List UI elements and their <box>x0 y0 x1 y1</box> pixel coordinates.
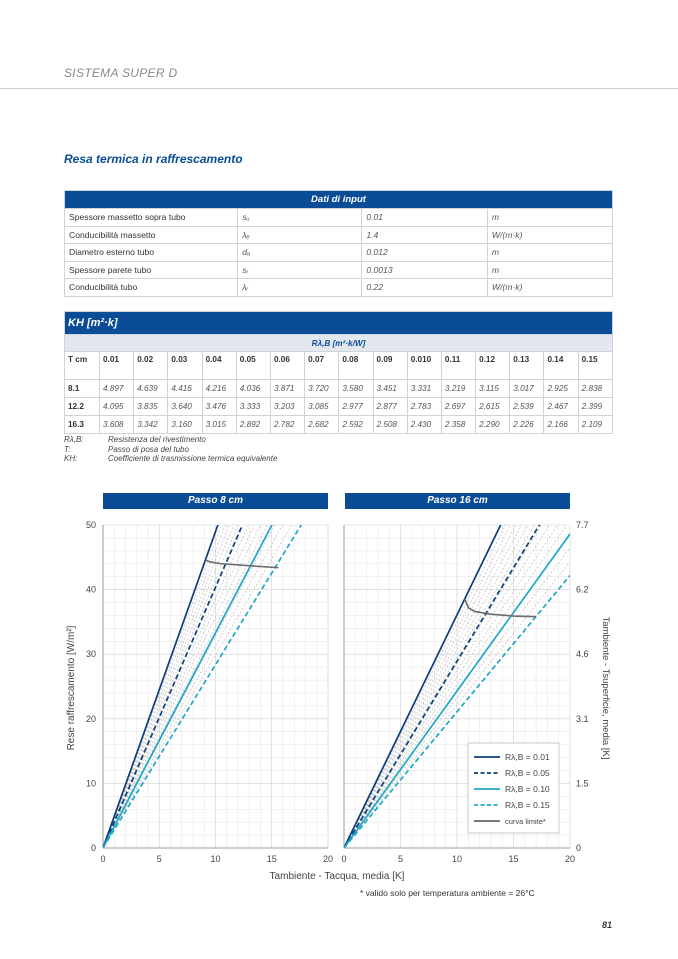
kh-cell: 3.085 <box>305 398 339 416</box>
kh-cell: 4.897 <box>100 380 134 398</box>
kh-table-title: KH [m²·k] <box>65 312 613 335</box>
kh-cell: 2.977 <box>339 398 373 416</box>
input-value: 1.4 <box>362 226 488 244</box>
kh-column-header: 0.14 <box>544 352 578 380</box>
x-tick-label: 5 <box>156 854 162 864</box>
x-tick-label: 0 <box>341 854 347 864</box>
kh-cell: 3.333 <box>236 398 270 416</box>
y2-tick-label: 7.7 <box>576 520 589 530</box>
kh-cell: 2.109 <box>578 416 612 434</box>
kh-cell: 3.608 <box>100 416 134 434</box>
kh-column-header: 0.03 <box>168 352 202 380</box>
kh-cell: 2.615 <box>476 398 510 416</box>
kh-cell: 2.539 <box>510 398 544 416</box>
input-unit: W/(m·k) <box>487 226 612 244</box>
kh-row-header: T cm <box>65 352 100 380</box>
kh-cell: 3.871 <box>270 380 304 398</box>
kh-table-subtitle: Rλ,B [m²·k/W] <box>65 335 613 352</box>
kh-cell: 4.095 <box>100 398 134 416</box>
legend-label: Rλ,B = 0.10 <box>505 784 550 794</box>
kh-cell: 2.682 <box>305 416 339 434</box>
panel-title-8cm: Passo 8 cm <box>103 493 328 509</box>
kh-cell: 3.580 <box>339 380 373 398</box>
kh-column-header: 0.010 <box>407 352 441 380</box>
kh-cell: 2.783 <box>407 398 441 416</box>
input-label: Conducibilità tubo <box>65 279 238 297</box>
kh-cell: 2.925 <box>544 380 578 398</box>
x-tick-label: 15 <box>266 854 277 864</box>
kh-cell: 4.416 <box>168 380 202 398</box>
input-unit: m <box>487 261 612 279</box>
x-tick-label: 10 <box>210 854 221 864</box>
legend-label: Rλ,B = 0.01 <box>505 752 550 762</box>
x-tick-label: 5 <box>397 854 404 864</box>
kh-cell: 2.430 <box>407 416 441 434</box>
x-tick-label: 15 <box>508 854 519 864</box>
input-label: Conducibilità massetto <box>65 226 238 244</box>
kh-cell: 2.782 <box>270 416 304 434</box>
kh-cell: 4.639 <box>134 380 168 398</box>
kh-cell: 2.290 <box>476 416 510 434</box>
kh-cell: 2.892 <box>236 416 270 434</box>
kh-column-header: 0.13 <box>510 352 544 380</box>
note-key: Rλ,B: <box>64 435 84 444</box>
note-text: Resistenza del rivestimento <box>108 435 206 444</box>
input-table-title: Dati di input <box>65 191 613 209</box>
legend-label: Rλ,B = 0.15 <box>505 800 550 810</box>
kh-column-header: 0.15 <box>578 352 612 380</box>
chart-footnote: * valido solo per temperatura ambiente = 26°C <box>360 888 535 898</box>
kh-cell: 2.838 <box>578 380 612 398</box>
input-value: 0.22 <box>362 279 488 297</box>
header-title: SISTEMA SUPER D <box>64 66 178 80</box>
kh-cell: 2.226 <box>510 416 544 434</box>
note-key: KH: <box>64 454 78 463</box>
kh-cell: 2.467 <box>544 398 578 416</box>
note-text: Passo di posa del tubo <box>108 444 189 454</box>
note-text: Coefficiente di trasmissione termica equivalente <box>108 454 278 463</box>
y-tick-label: 0 <box>90 843 96 853</box>
limit-curve <box>465 599 536 616</box>
kh-cell: 3.160 <box>168 416 202 434</box>
kh-cell: 2.358 <box>441 416 475 434</box>
input-unit: m <box>487 244 612 262</box>
input-value: 0.012 <box>362 244 488 262</box>
y2-tick-label: 1.5 <box>576 778 589 789</box>
y-tick-label: 40 <box>85 584 96 595</box>
y2-tick-label: 0 <box>576 843 582 853</box>
x-tick-label: 0 <box>100 854 106 864</box>
kh-row-t: 12.2 <box>65 398 100 416</box>
kh-cell: 3.115 <box>476 380 510 398</box>
kh-cell: 3.720 <box>305 380 339 398</box>
kh-cell: 2.166 <box>544 416 578 434</box>
section-title: Resa termica in raffrescamento <box>64 152 243 166</box>
y2-tick-label: 6.2 <box>576 584 589 595</box>
kh-cell: 3.640 <box>168 398 202 416</box>
kh-cell: 4.036 <box>236 380 270 398</box>
kh-cell: 2.399 <box>578 398 612 416</box>
y2-axis-label: Tambiente - Tsuperficie, media [K] <box>600 616 611 760</box>
kh-row-t: 8.1 <box>65 380 100 398</box>
kh-column-header: 0.11 <box>441 352 475 380</box>
input-label: Spessore parete tubo <box>65 261 238 279</box>
kh-cell: 2.877 <box>373 398 407 416</box>
legend-label: curva limite* <box>505 817 546 826</box>
kh-column-header: 0.12 <box>476 352 510 380</box>
kh-cell: 3.203 <box>270 398 304 416</box>
x-tick-label: 20 <box>322 854 334 864</box>
legend-label: Rλ,B = 0.05 <box>505 768 550 778</box>
kh-column-header: 0.06 <box>270 352 304 380</box>
y2-tick-label: 3.1 <box>576 713 589 724</box>
y-tick-label: 10 <box>85 778 96 789</box>
kh-column-header: 0.02 <box>134 352 168 380</box>
input-value: 0.01 <box>362 209 488 227</box>
y-tick-label: 30 <box>85 649 96 660</box>
input-symbol: sᵤ <box>238 209 362 227</box>
input-unit: m <box>487 209 612 227</box>
kh-cell: 3.835 <box>134 398 168 416</box>
kh-cell: 2.592 <box>339 416 373 434</box>
y-axis-label: Rese raffrescamento [W/m²] <box>66 625 77 751</box>
kh-cell: 2.508 <box>373 416 407 434</box>
input-symbol: λᵣ <box>238 279 362 297</box>
kh-column-header: 0.07 <box>305 352 339 380</box>
y-tick-label: 50 <box>85 520 96 530</box>
kh-column-header: 0.04 <box>202 352 236 380</box>
page-number: 81 <box>602 920 613 930</box>
kh-cell: 3.015 <box>202 416 236 434</box>
x-tick-label: 20 <box>564 854 576 864</box>
kh-cell: 3.331 <box>407 380 441 398</box>
kh-row-t: 16.3 <box>65 416 100 434</box>
kh-column-header: 0.01 <box>100 352 134 380</box>
x-tick-label: 10 <box>451 854 463 864</box>
input-unit: W/(m·k) <box>487 279 612 297</box>
input-symbol: λₑ <box>238 226 362 244</box>
kh-column-header: 0.09 <box>373 352 407 380</box>
kh-column-header: 0.05 <box>236 352 270 380</box>
panel-title-16cm: Passo 16 cm <box>345 493 570 509</box>
kh-cell: 3.451 <box>373 380 407 398</box>
kh-cell: 4.216 <box>202 380 236 398</box>
input-label: Diametro esterno tubo <box>65 244 238 262</box>
x-axis-label: Tambiente - Tacqua, media [K] <box>269 871 405 882</box>
kh-column-header: 0.08 <box>339 352 373 380</box>
input-value: 0.0013 <box>362 261 488 279</box>
y2-tick-label: 4.6 <box>576 649 589 660</box>
kh-cell: 2.697 <box>441 398 475 416</box>
kh-cell: 3.219 <box>441 380 475 398</box>
input-symbol: sᵣ <box>238 261 362 279</box>
y-tick-label: 20 <box>85 713 96 724</box>
kh-cell: 3.342 <box>134 416 168 434</box>
kh-cell: 3.017 <box>510 380 544 398</box>
note-key: T: <box>64 444 71 454</box>
kh-cell: 3.476 <box>202 398 236 416</box>
input-label: Spessore massetto sopra tubo <box>65 209 238 227</box>
input-symbol: dₐ <box>238 244 362 262</box>
